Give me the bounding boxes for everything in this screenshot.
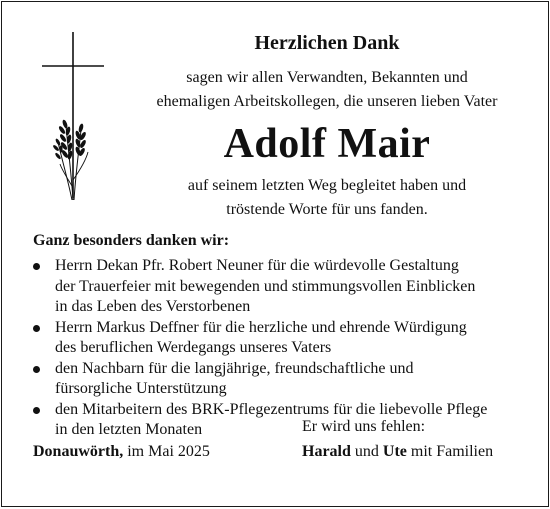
list-item-line: den Nachbarn für die langjährige, freundschaftliche und xyxy=(55,359,414,377)
cross-with-wheat-icon xyxy=(40,30,106,200)
place-name: Donauwörth, xyxy=(33,443,124,460)
intro-line: ehemaligen Arbeitskollegen, die unseren lieben Vater xyxy=(156,93,498,110)
list-item-line: Herrn Markus Deffner für die herzliche und ehrende Würdigung xyxy=(55,318,467,336)
place-date xyxy=(33,443,210,461)
deceased-name: Adolf Mair xyxy=(223,121,431,167)
outro-line: auf seinem letzten Weg begleitet haben und xyxy=(187,177,467,194)
thanks-title: Herzlichen Dank xyxy=(254,32,400,54)
family-conjunction: und xyxy=(354,443,379,460)
list-item xyxy=(33,400,533,441)
intro-line: sagen wir allen Verwandten, Bekannten und xyxy=(186,69,468,86)
family-name: Harald xyxy=(302,443,351,460)
list-item-line: in das Leben des Verstorbenen xyxy=(55,298,251,315)
bullet-icon xyxy=(33,325,40,332)
list-item-line: in den letzten Monaten xyxy=(55,421,203,438)
family-suffix: mit Familien xyxy=(410,443,494,460)
intro-text xyxy=(122,66,532,114)
bullet-icon xyxy=(33,263,40,270)
list-item xyxy=(33,256,533,318)
list-item-line: der Trauerfeier mit bewegenden und stimmungsvollen Einblicken xyxy=(55,277,476,295)
bullet-icon xyxy=(33,407,40,414)
list-item-line: Herrn Dekan Pfr. Robert Neuner für die würdevolle Gestaltung xyxy=(55,257,459,274)
outro-line: tröstende Worte für uns fanden. xyxy=(226,201,428,218)
list-item-line: den Mitarbeitern des BRK-Pflegezentrums für die liebevolle Pflege xyxy=(55,400,488,418)
family-signature xyxy=(302,443,493,461)
missed-text: Er wird uns fehlen: xyxy=(302,418,426,435)
bullet-icon xyxy=(33,366,40,373)
special-thanks-heading: Ganz besonders danken wir: xyxy=(33,232,230,249)
list-item xyxy=(33,359,533,400)
obituary-notice xyxy=(1,1,549,507)
outro-text xyxy=(122,174,532,222)
list-item-line: des beruflichen Werdegangs unseres Vaters xyxy=(55,339,332,356)
special-thanks-list xyxy=(33,256,533,441)
list-item-line: fürsorgliche Unterstützung xyxy=(55,380,227,397)
family-name: Ute xyxy=(382,443,407,460)
date-text: im Mai 2025 xyxy=(127,443,210,460)
list-item xyxy=(33,318,533,359)
